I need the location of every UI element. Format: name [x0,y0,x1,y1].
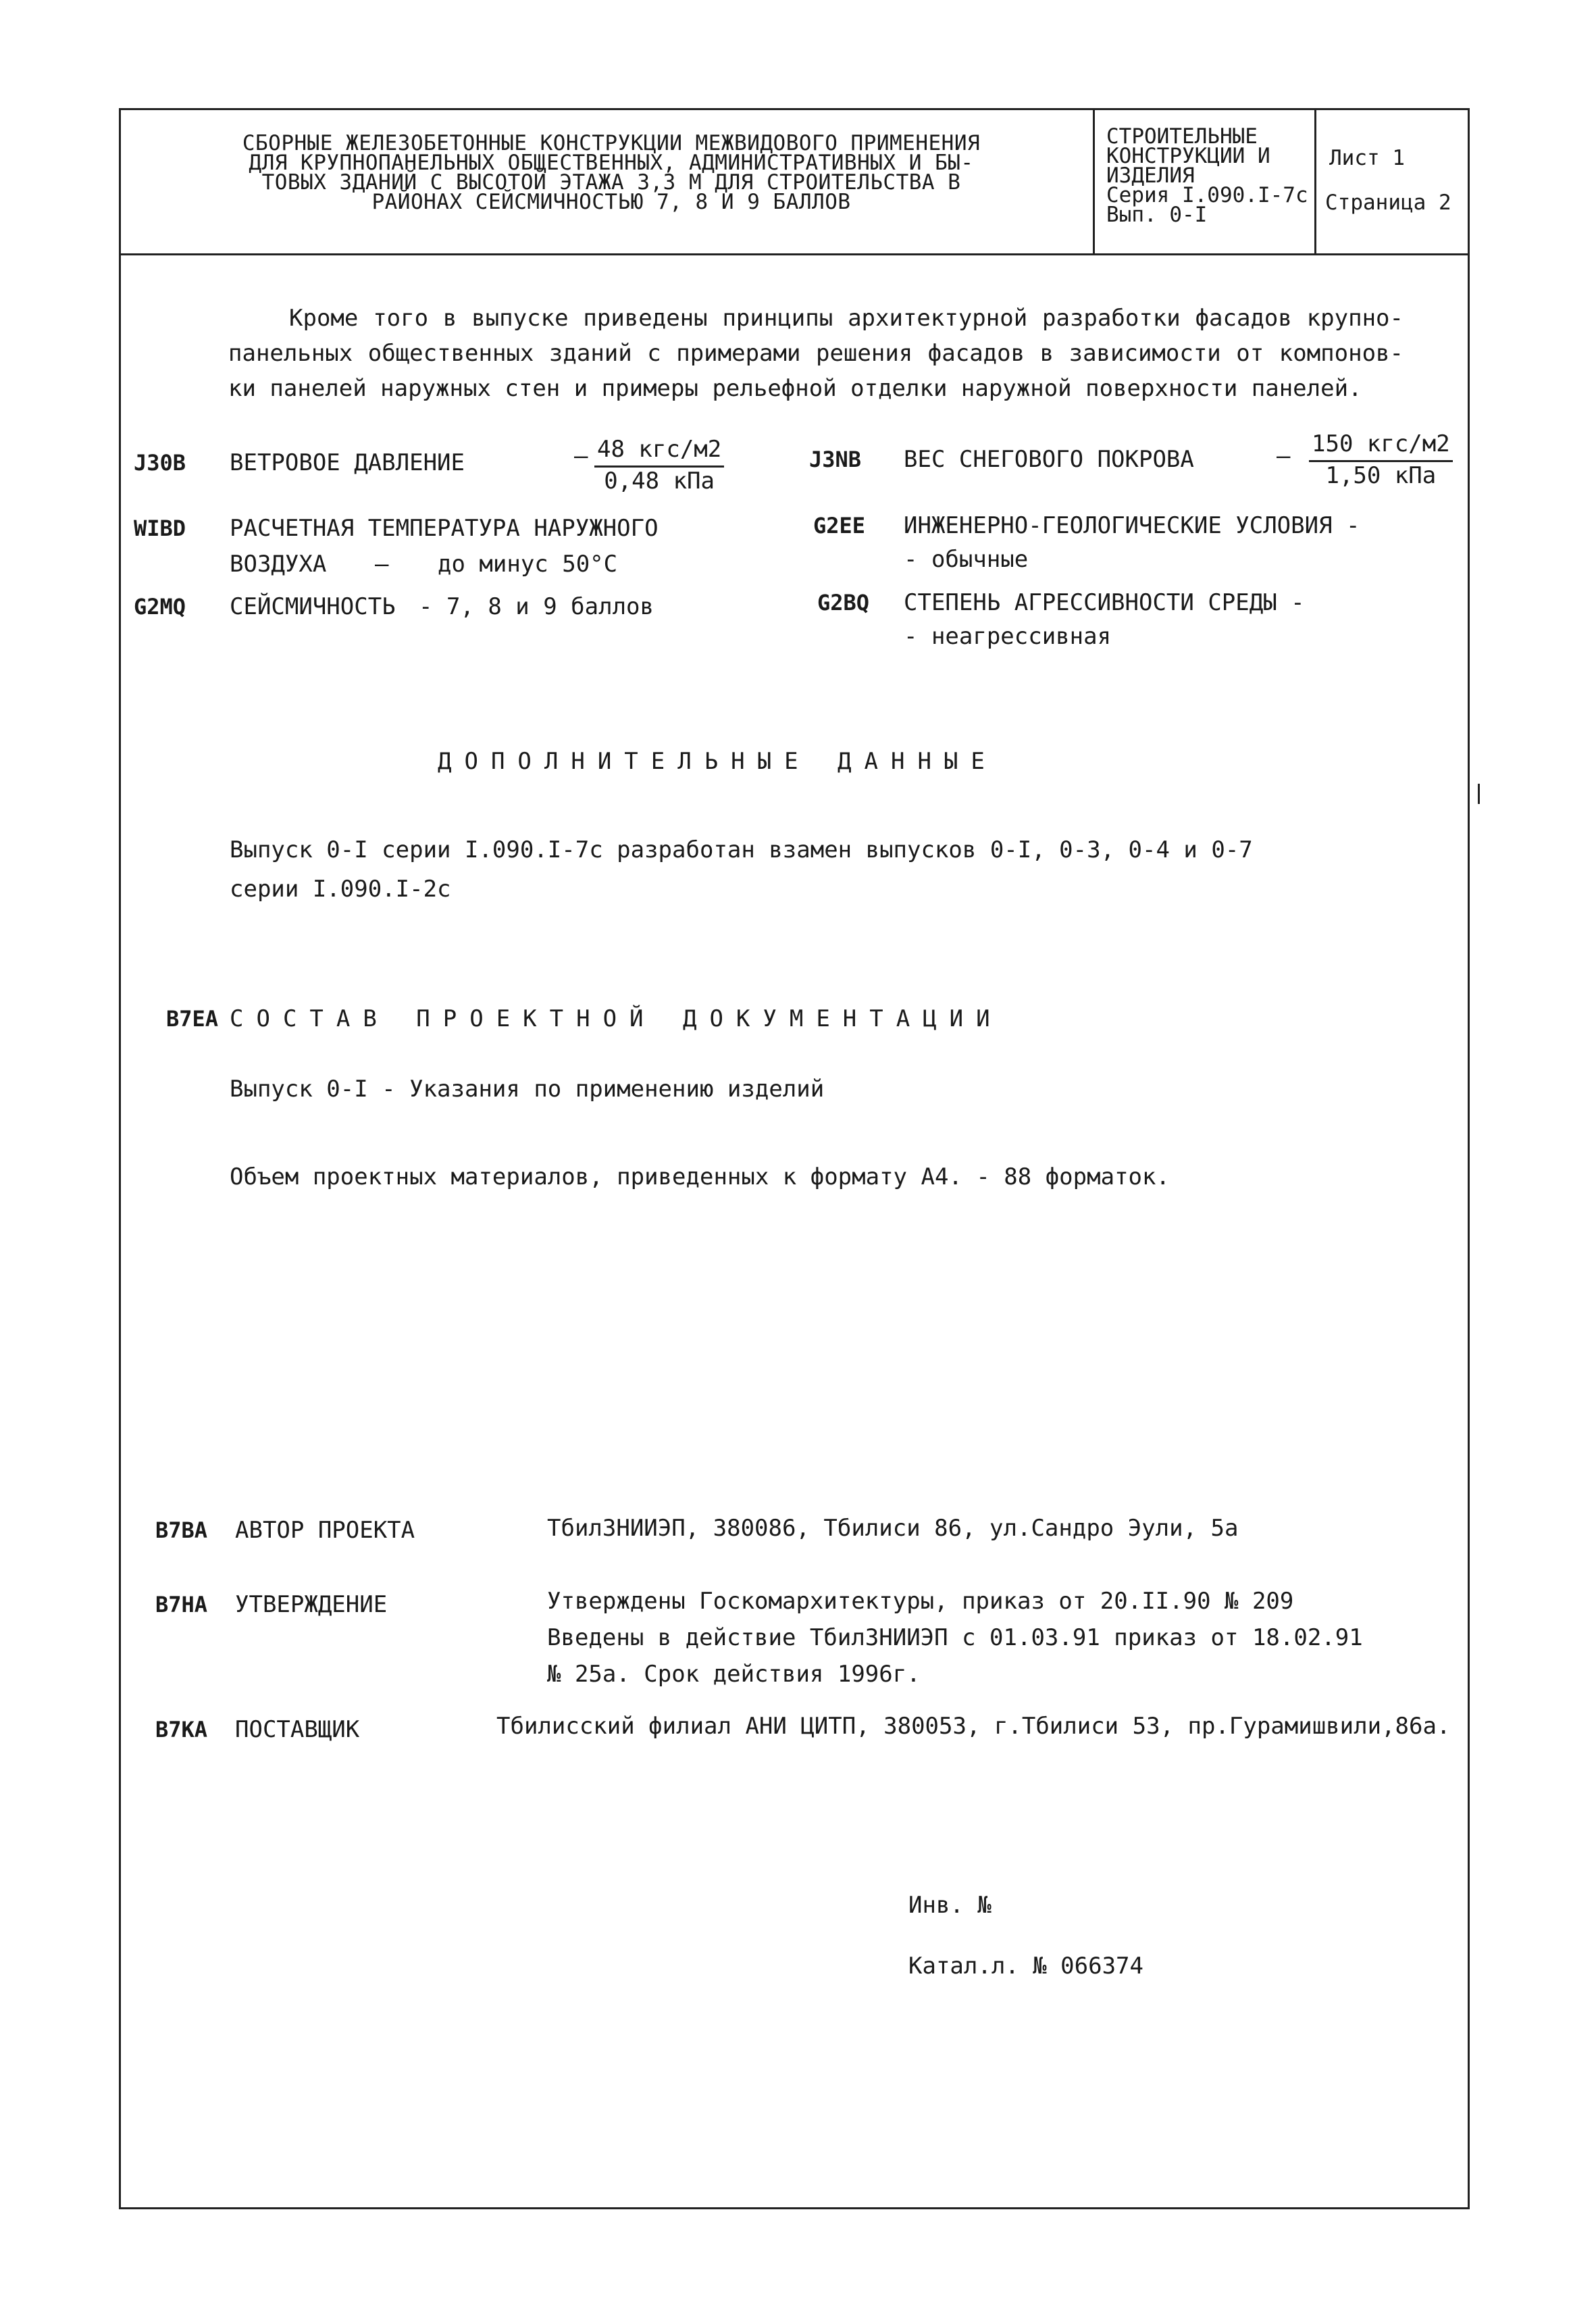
snow-value [1309,430,1453,489]
header-divider [119,253,1470,255]
margin-tick [1478,784,1480,804]
supplier-value: Тбилисский филиал АНИ ЦИТП, 380053, г.Тбилиси 53, пр.Гурамишвили,86а. [496,1713,1451,1740]
aggr-label: СТЕПЕНЬ АГРЕССИВНОСТИ СРЕДЫ - [904,589,1305,616]
temp-label-2: ВОЗДУХА [230,551,327,578]
param-code: G2BQ [817,590,870,615]
seismic-value: - 7, 8 и 9 баллов [419,593,654,620]
header-category-line: Вып. 0-I [1106,203,1208,227]
param-code: WIBD [134,515,186,541]
param-code: G2EE [813,513,866,538]
param-code: B7KA [155,1717,208,1742]
param-code: B7BA [155,1517,208,1543]
header-category-line: ИЗДЕЛИЯ [1106,164,1195,188]
header-title-line: СБОРНЫЕ ЖЕЛЕЗОБЕТОННЫЕ КОНСТРУКЦИИ МЕЖВИДОВОГО ПРИМЕНЕНИЯ [242,131,981,155]
dash: – [1277,443,1291,470]
composition-heading: СОСТАВ ПРОЕКТНОЙ ДОКУМЕНТАЦИИ [230,1005,1003,1032]
author-value: ТбилЗНИИЭП, 380086, Тбилиси 86, ул.Сандро Эули, 5а [547,1515,1239,1542]
header-category-line: Серия I.090.I-7с [1106,183,1308,207]
approval-line-2: Введены в действие ТбилЗНИИЭП с 01.03.91 приказ от 18.02.91 [547,1624,1363,1651]
geo-label: ИНЖЕНЕРНО-ГЕОЛОГИЧЕСКИЕ УСЛОВИЯ - [904,512,1360,539]
catalog-number: Катал.л. № 066374 [908,1953,1143,1980]
param-code: B7EA [166,1006,219,1032]
header-title [142,131,1081,214]
temp-label: РАСЧЕТНАЯ ТЕМПЕРАТУРА НАРУЖНОГО [230,515,659,542]
seismic-label: СЕЙСМИЧНОСТЬ [230,593,396,620]
approval-label: УТВЕРЖДЕНИЕ [235,1591,388,1618]
dash: – [574,443,588,470]
header-category-line: КОНСТРУКЦИИ И [1106,144,1270,168]
page-frame [119,108,1470,2209]
intro-paragraph: Кроме того в выпуске приведены принципы архитектурной разработки фасадов крупно-панельных общественных зданий с примерами решения фасадов в зависимости от компонов-ки панелей наружных стен и примеры рельефной отделки наружной поверхности панелей. [228,305,1404,402]
header-title-line: ТОВЫХ ЗДАНИЙ С ВЫСОТОЙ ЭТАЖА 3,3 М ДЛЯ СТРОИТЕЛЬСТВА В [261,170,961,195]
header-category-line: СТРОИТЕЛЬНЫЕ [1106,124,1258,149]
header-column-divider [1314,108,1316,253]
wind-value-top: 48 кгс/м2 [594,436,724,468]
author-label: АВТОР ПРОЕКТА [235,1517,415,1544]
temp-value: до минус 50°С [438,551,618,578]
header-category [1106,124,1309,227]
wind-value-bottom: 0,48 кПа [604,468,715,495]
header-column-divider [1093,108,1095,253]
extra-line-2: серии I.090.I-2с [230,876,451,903]
composition-issue: Выпуск 0-I - Указания по применению изделий [230,1076,825,1103]
inventory-number: Инв. № [908,1892,992,1919]
composition-volume: Объем проектных материалов, приведенных к формату А4. - 88 форматок. [230,1163,1170,1190]
extra-heading: ДОПОЛНИТЕЛЬНЫЕ ДАННЫЕ [438,748,998,775]
wind-value [594,436,724,495]
supplier-label: ПОСТАВЩИК [235,1716,360,1743]
aggr-value: - неагрессивная [904,623,1112,650]
param-code: G2MQ [134,594,186,620]
snow-label: ВЕС СНЕГОВОГО ПОКРОВА [904,446,1194,473]
param-code: B7HA [155,1592,208,1617]
snow-value-top: 150 кгс/м2 [1309,430,1453,462]
header-title-line: ДЛЯ КРУПНОПАНЕЛЬНЫХ ОБЩЕСТВЕННЫХ, АДМИНИСТРАТИВНЫХ И БЫ- [249,151,974,175]
snow-value-bottom: 1,50 кПа [1325,462,1437,489]
wind-label: ВЕТРОВОЕ ДАВЛЕНИЕ [230,449,465,476]
approval-line-3: № 25а. Срок действия 1996г. [547,1661,921,1688]
approval-line-1: Утверждены Госкомархитектуры, приказ от 20.II.90 № 209 [547,1588,1294,1615]
param-code: J3NB [809,447,862,472]
extra-line-1: Выпуск 0-I серии I.090.I-7с разработан взамен выпусков 0-I, 0-3, 0-4 и 0-7 [230,836,1253,863]
geo-value: - обычные [904,546,1029,573]
sheet-number: Лист 1 [1329,146,1405,170]
param-code: J30B [134,450,186,476]
header-title-line: РАЙОНАХ СЕЙСМИЧНОСТЬЮ 7, 8 И 9 БАЛЛОВ [371,190,851,214]
page-number: Страница 2 [1325,191,1451,215]
dash: – [375,551,389,578]
